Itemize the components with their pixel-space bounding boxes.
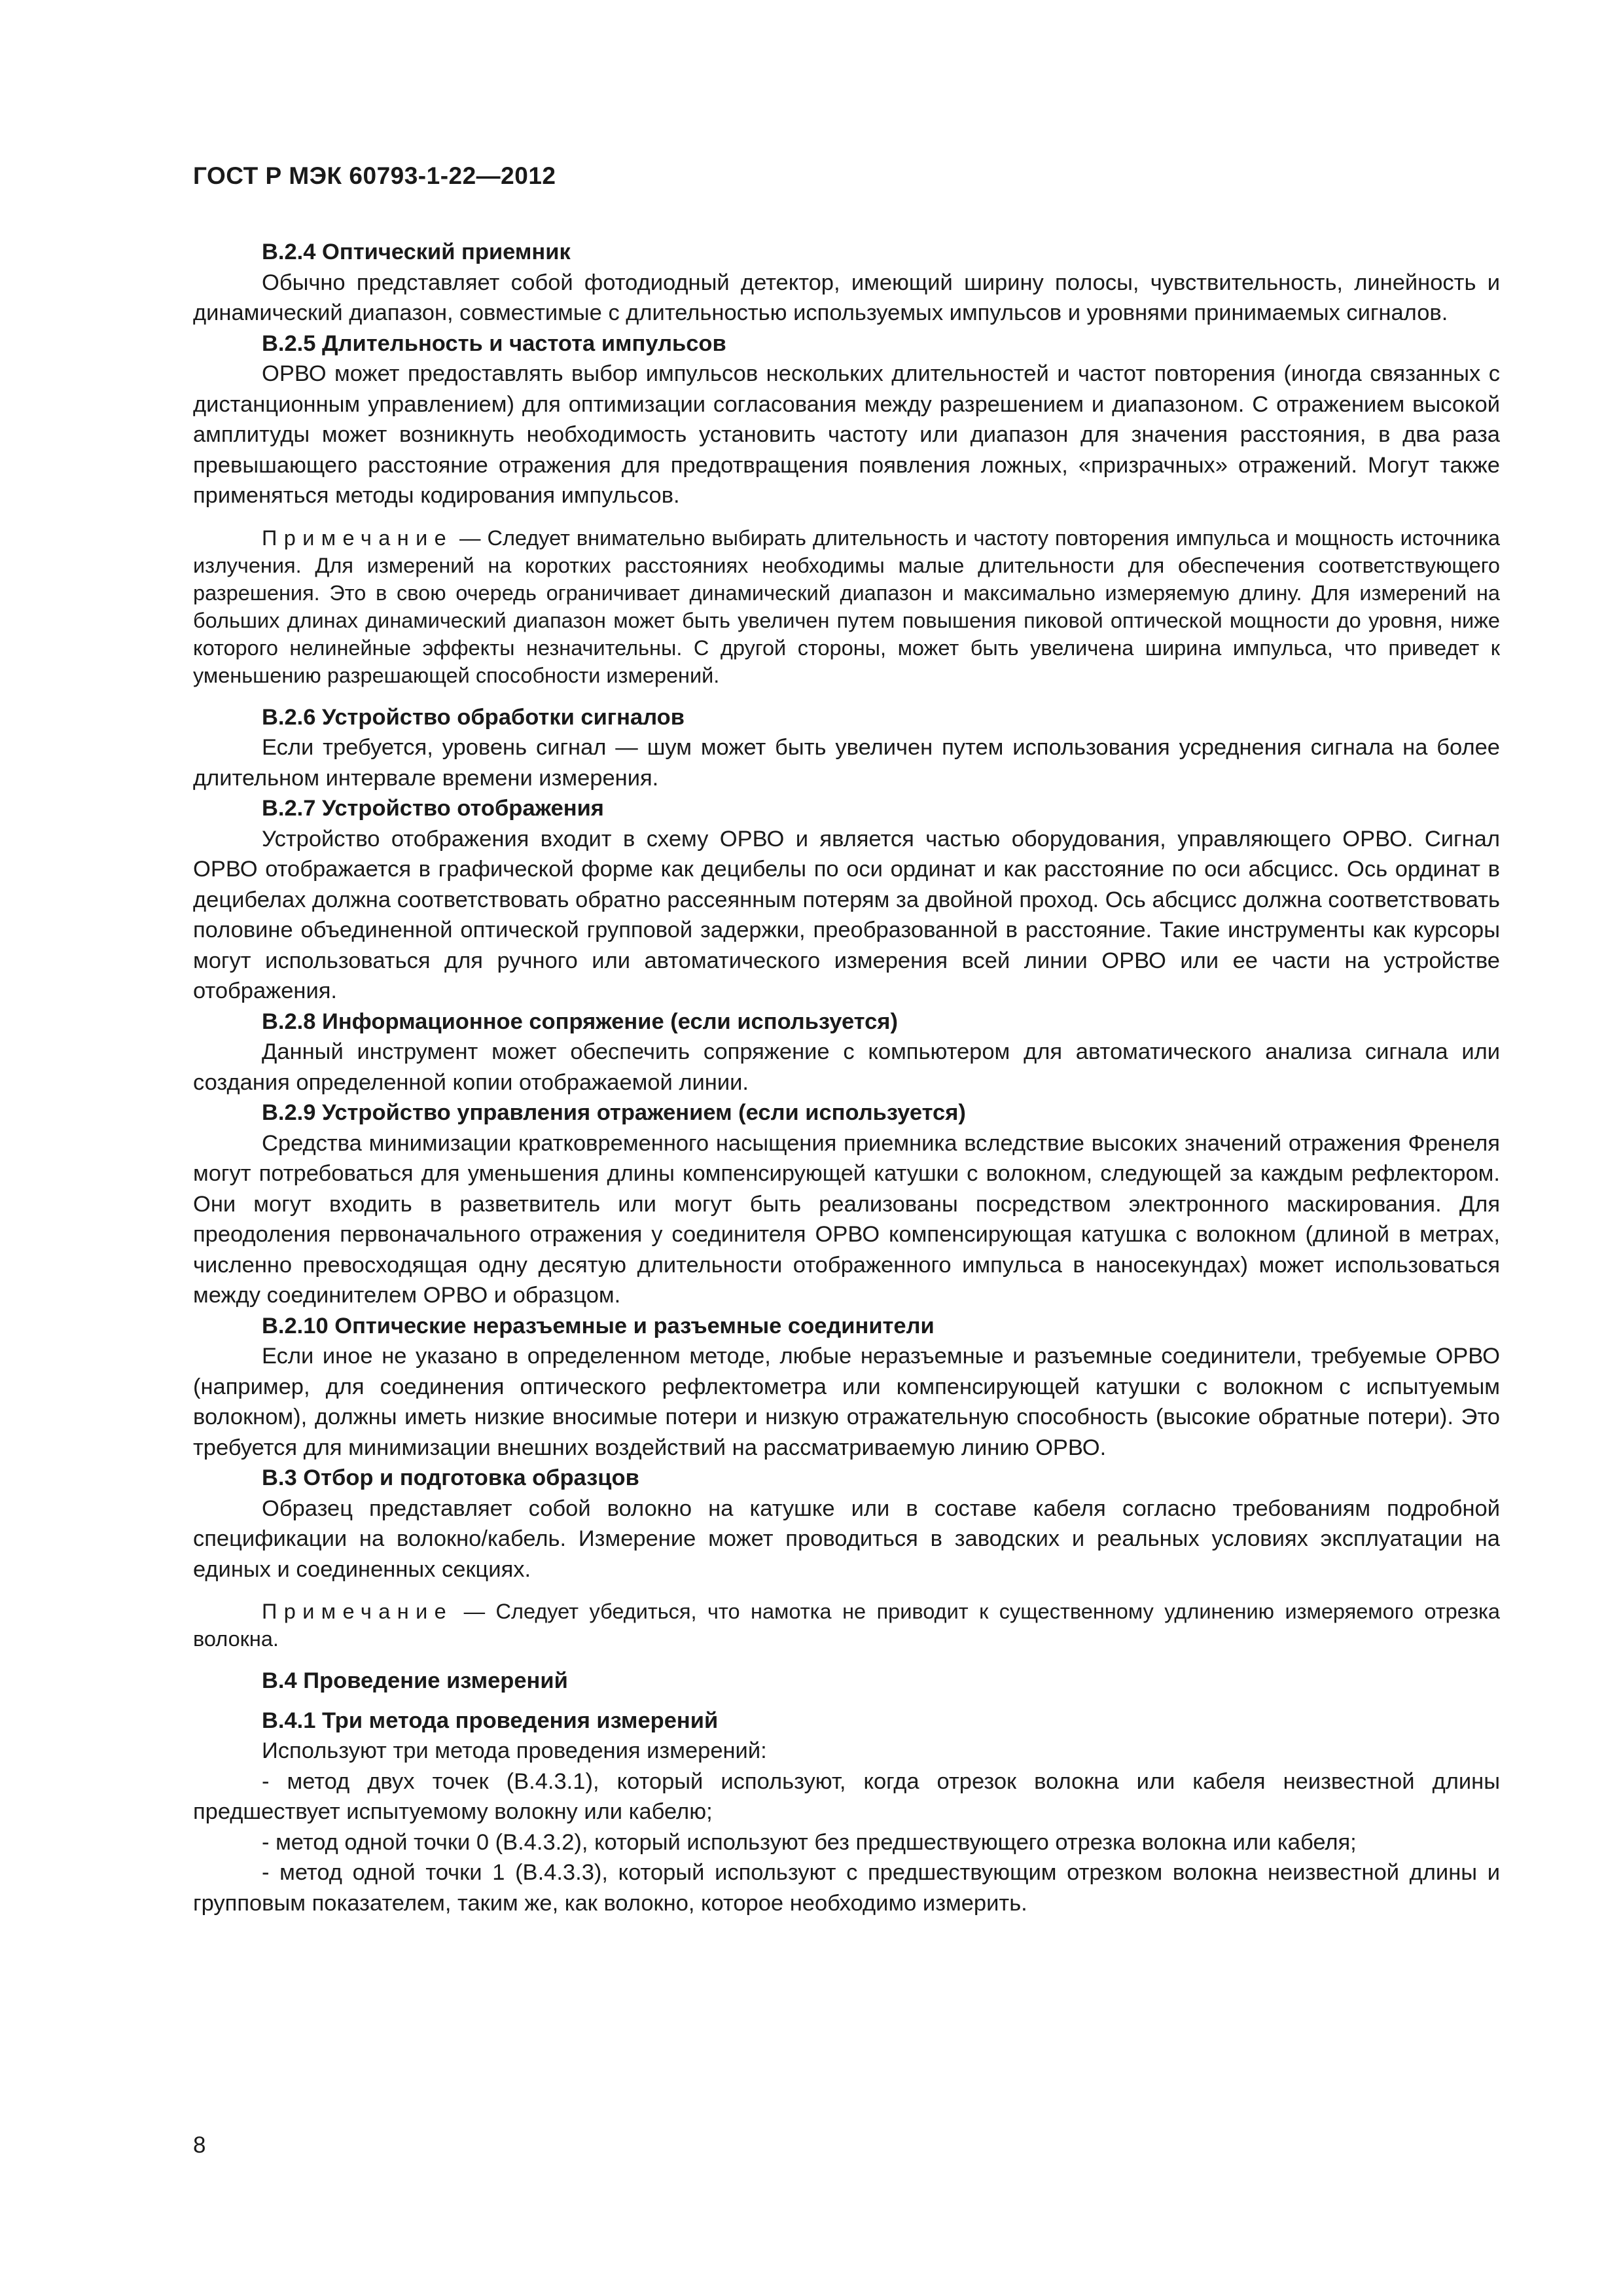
paragraph: Данный инструмент может обеспечить сопряжение с компьютером для автоматического анализа сигнала или создания определенной копии отображаемой линии. [193, 1039, 1500, 1095]
section-heading: B.2.9 Устройство управления отражением (если используется) [262, 1100, 966, 1125]
note-text: — Следует внимательно выбирать длительность и частоту повторения импульса и мощность источника излучения. Для измерений на коротких расстояниях необходимы малые длительности для обеспечения соответствующего разрешения. Это в свою очередь ограничивает динамический диапазон и максимально измеряемую длину. Для измерений на больших длинах динамический диапазон может быть увеличен путем повышения пиковой оптической мощности до уровня, ниже которого нелинейные эффекты незначительны. С другой стороны, может быть увеличена ширина импульса, что приведет к уменьшению разрешающей способности измерений. [193, 526, 1500, 687]
paragraph: Если иное не указано в определенном методе, любые неразъемные и разъемные соединители, требуемые ОРВО (например, для соединения оптического рефлектометра или компенсирующей катушки с волокном с испытуемым волокном), должны иметь низкие вносимые потери и низкую отражательную способность (высокие обратные потери). Это требуется для минимизации внешних воздействий на рассматриваемую линию ОРВО. [193, 1344, 1500, 1460]
section-heading: B.4 Проведение измерений [262, 1668, 568, 1693]
paragraph: Устройство отображения входит в схему ОРВО и является частью оборудования, управляющего ОРВО. Сигнал ОРВО отображается в графической форме как децибелы по оси ординат и как расстояние по оси абсцисс. Ось ординат в децибелах должна соответствовать обратно рассеянным потерям за двойной проход. Ось абсцисс должна соответствовать половине объединенной оптической групповой задержки, преобразованной в расстояние. Такие инструменты как курсоры могут использоваться для ручного или автоматического измерения всей линии ОРВО или ее части на устройстве отображения. [193, 826, 1500, 1003]
document-body [193, 237, 1500, 1918]
section-heading: B.2.7 Устройство отображения [262, 796, 604, 821]
section-heading: B.2.8 Информационное сопряжение (если используется) [262, 1009, 898, 1034]
page-number: 8 [193, 2132, 206, 2158]
list-item: - метод двух точек (B.4.3.1), который используют, когда отрезок волокна или кабеля неизвестной длины предшествует испытуемому волокну или кабелю; [193, 1768, 1500, 1824]
note [193, 524, 1500, 689]
note-label: Примечание [262, 526, 454, 550]
paragraph: Средства минимизации кратковременного насыщения приемника вследствие высоких значений отражения Френеля могут потребоваться для уменьшения длины компенсирующей катушки с волокном, следующей за каждым рефлектором. Они могут входить в разветвитель или могут быть реализованы посредством электронного маскирования. Для преодоления первоначального отражения у соединителя ОРВО компенсирующая катушка с волокном (длиной в метрах, численно превосходящая одну десятую длительности отображенного импульса в наносекундах) может использоваться между соединителем ОРВО и образцом. [193, 1130, 1500, 1308]
section-heading: B.2.10 Оптические неразъемные и разъемные соединители [262, 1313, 935, 1338]
section-heading: B.2.5 Длительность и частота импульсов [262, 331, 726, 356]
document-header: ГОСТ Р МЭК 60793-1-22—2012 [193, 162, 556, 189]
paragraph: Используют три метода проведения измерений: [262, 1738, 767, 1763]
section-heading: B.4.1 Три метода проведения измерений [262, 1708, 719, 1733]
note [193, 1598, 1500, 1653]
section-heading: B.2.6 Устройство обработки сигналов [262, 704, 685, 730]
note-text: — Следует убедиться, что намотка не приводит к существенному удлинению измеряемого отрезка волокна. [193, 1600, 1500, 1651]
section-heading: B.2.4 Оптический приемник [262, 240, 571, 264]
paragraph: Образец представляет собой волокно на катушке или в составе кабеля согласно требованиям подробной спецификации на волокно/кабель. Измерение может проводиться в заводских и реальных условиях эксплуатации на единых и соединенных секциях. [193, 1496, 1500, 1582]
note-label: Примечание [262, 1600, 454, 1623]
paragraph: Если требуется, уровень сигнал — шум может быть увеличен путем использования усреднения сигнала на более длительном интервале времени измерения. [193, 735, 1500, 791]
paragraph: ОРВО может предоставлять выбор импульсов нескольких длительностей и частот повторения (иногда связанных с дистанционным управлением) для оптимизации согласования между разрешением и диапазоном. С отражением высокой амплитуды может возникнуть необходимость установить частоту или диапазон для значения расстояния, в два раза превышающего расстояние отражения для предотвращения появления ложных, «призрачных» отражений. Могут также применяться методы кодирования импульсов. [193, 361, 1500, 508]
section-heading: B.3 Отбор и подготовка образцов [262, 1465, 639, 1490]
list-item: - метод одной точки 1 (B.4.3.3), который используют с предшествующим отрезком волокна неизвестной длины и групповым показателем, таким же, как волокно, которое необходимо измерить. [193, 1860, 1500, 1916]
list-item: - метод одной точки 0 (B.4.3.2), который используют без предшествующего отрезка волокна или кабеля; [262, 1829, 1357, 1855]
paragraph: Обычно представляет собой фотодиодный детектор, имеющий ширину полосы, чувствительность, линейность и динамический диапазон, совместимые с длительностью используемых импульсов и уровнями принимаемых сигналов. [193, 270, 1500, 325]
